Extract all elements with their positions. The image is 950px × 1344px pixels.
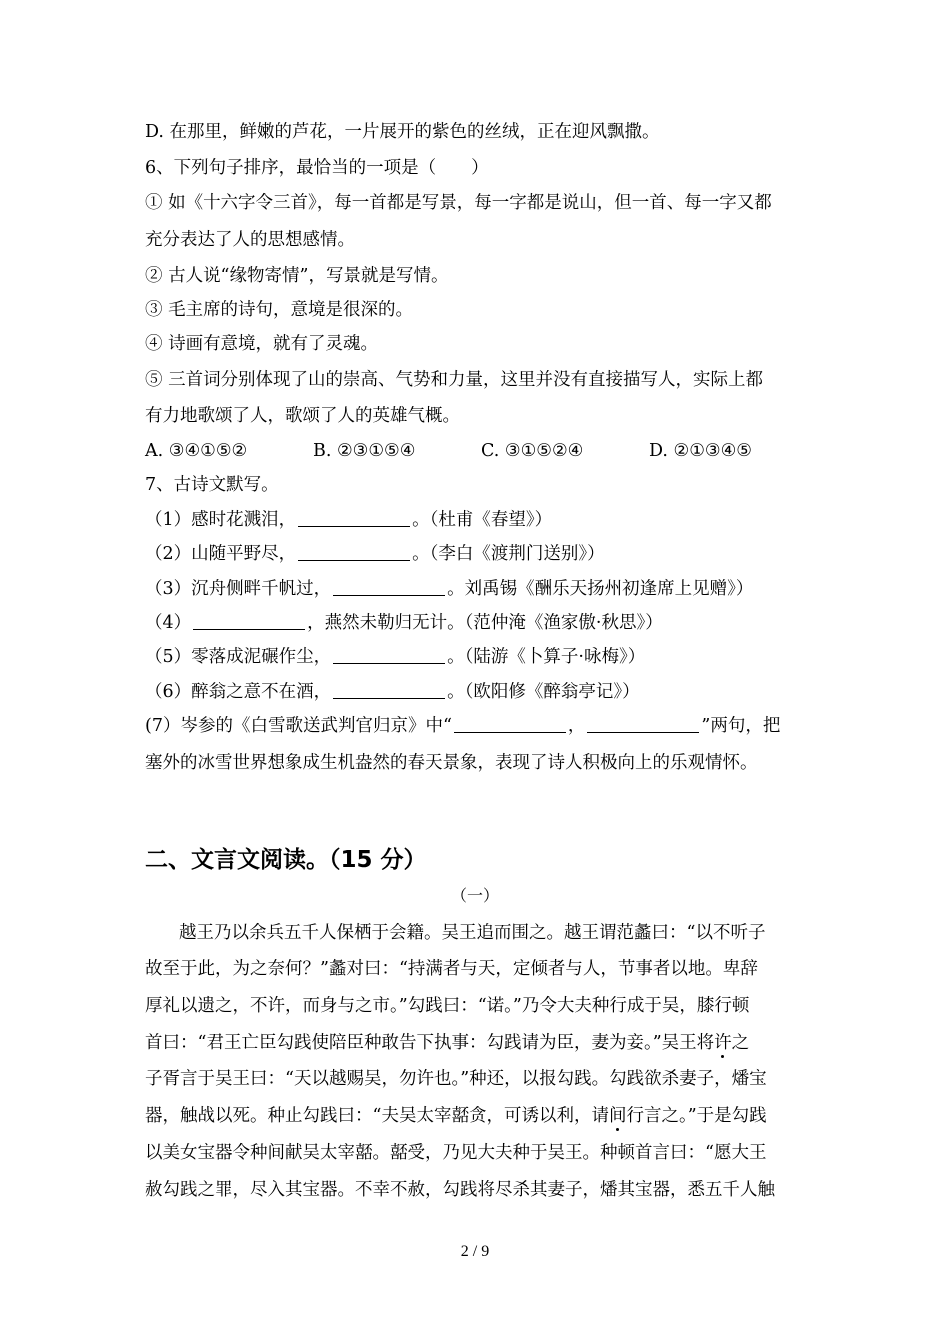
q7-item-6-text: （6）醉翁之意不在酒，: [145, 682, 332, 702]
q6-sentence-4: ④ 诗画有意境，就有了灵魂。: [145, 334, 379, 354]
section-heading: 二、文言文阅读。（15 分）: [145, 847, 427, 873]
passage-line-6-text: 器，触战以死。种止勾践曰：“夫吴太宰嚭贪，可诱以利，请: [145, 1106, 609, 1126]
q7-item-2: [145, 542, 810, 566]
q6-stem: 6、下列句子排序，最恰当的一项是（ ）: [145, 158, 489, 178]
q6-sentence-2: ② 古人说“缘物寄情”，写景就是写情。: [145, 266, 449, 286]
passage-line-2: 故至于此，为之奈何？”蠡对曰：“持满者与天，定倾者与人，节事者以地。卑辞: [145, 959, 758, 979]
q7-item-3-blank[interactable]: [333, 579, 445, 596]
q7-item-2-source: 。（李白《渡荆门送别》）: [412, 544, 605, 564]
passage-number: （一）: [450, 886, 499, 905]
q7-item-6-blank[interactable]: [333, 682, 445, 699]
q7-item-2-blank[interactable]: [298, 544, 410, 561]
q6-sentence-1a: ① 如《十六字令三首》，每一首都是写景，每一字都是说山，但一首、每一字又都: [145, 193, 772, 213]
q7-item-5-blank[interactable]: [333, 647, 445, 664]
q7-item-1-source: 。（杜甫《春望》）: [412, 510, 553, 530]
passage-line-6-tail: 行言之。”于是勾践: [626, 1106, 767, 1126]
passage-line-3: 厚礼以遗之，不许，而身与之市。”勾践曰：“诺。”乃令大夫种行成于吴，膝行顿: [145, 996, 750, 1016]
q6-option-b[interactable]: B. ②③①⑤④: [313, 441, 416, 461]
q7-item-7b: 塞外的冰雪世界想象成生机盎然的春天景象，表现了诗人积极向上的乐观情怀。: [145, 753, 758, 773]
q7-item-4-blank[interactable]: [193, 613, 305, 630]
q7-item-1: [145, 508, 810, 532]
q6-option-d[interactable]: D. ②①③④⑤: [649, 441, 752, 461]
q6-sentence-5a: ⑤ 三首词分别体现了山的崇高、气势和力量，这里并没有直接描写人，实际上都: [145, 370, 764, 390]
q6-sentence-1b: 充分表达了人的思想感情。: [145, 230, 355, 250]
q7-item-4-source: ，燕然未勒归无计。（范仲淹《渔家傲·秋思》）: [307, 613, 663, 633]
q7-item-7-tail: ”两句，把: [701, 716, 781, 736]
q7-item-5-source: 。（陆游《卜算子·咏梅》）: [447, 647, 646, 667]
q6-sentence-3: ③ 毛主席的诗句，意境是很深的。: [145, 300, 414, 320]
q7-item-7-blank-1[interactable]: [454, 716, 566, 733]
q7-item-7-text: (7）岑参的《白雪歌送武判官归京》中“: [145, 716, 452, 736]
q6-option-a[interactable]: A. ③④①⑤②: [145, 441, 248, 461]
passage-line-1: 越王乃以余兵五千人保栖于会籍。吴王追而围之。越王谓范蠡曰：“以不听子: [179, 923, 766, 943]
passage-line-4-text: 首曰：“君王亡臣勾践使陪臣种敢告下执事：勾践请为臣，妻为妾。”吴王将: [145, 1033, 715, 1053]
q7-item-3-source: 。刘禹锡《酬乐天扬州初逢席上见赠》）: [447, 579, 754, 599]
q7-item-4-text: （4）: [145, 613, 192, 633]
q7-item-5: [145, 645, 810, 669]
passage-line-8: 赦勾践之罪，尽入其宝器。不幸不赦，勾践将尽杀其妻子，燔其宝器，悉五千人触: [145, 1180, 775, 1200]
q7-item-3: [145, 577, 810, 601]
q6-option-c[interactable]: C. ③①⑤②④: [481, 441, 584, 461]
q7-stem: 7、古诗文默写。: [145, 475, 279, 495]
passage-line-4: [145, 1031, 810, 1055]
q7-item-1-blank[interactable]: [298, 510, 410, 527]
q5-option-d: D. 在那里，鲜嫩的芦花，一片展开的紫色的丝绒，正在迎风飘撒。: [145, 122, 660, 142]
q6-options: [145, 439, 810, 463]
q7-item-3-text: （3）沉舟侧畔千帆过，: [145, 579, 332, 599]
q7-item-7a: [145, 714, 810, 738]
page-number: 2 / 9: [460, 1243, 490, 1260]
passage-line-7: 以美女宝器令种间献吴太宰嚭。嚭受，乃见大夫种于吴王。种顿首言曰：“愿大王: [145, 1143, 767, 1163]
dotted-character: 许: [714, 1033, 732, 1053]
passage-line-5: 子胥言于吴王曰：“天以越赐吴，勿许也。”种还，以报勾践。勾践欲杀妻子，燔宝: [145, 1069, 767, 1089]
passage-line-6: [145, 1104, 810, 1128]
q6-sentence-5b: 有力地歌颂了人，歌颂了人的英雄气概。: [145, 406, 460, 426]
passage-line-4-tail: 之: [731, 1033, 750, 1053]
q7-item-6: [145, 680, 810, 704]
q7-item-1-text: （1）感时花溅泪，: [145, 510, 297, 530]
q7-item-2-text: （2）山随平野尽，: [145, 544, 297, 564]
q7-item-5-text: （5）零落成泥碾作尘，: [145, 647, 332, 667]
q7-item-6-source: 。（欧阳修《醉翁亭记》）: [447, 682, 640, 702]
q7-item-7-comma: ，: [567, 716, 586, 736]
dotted-character: 间: [608, 1106, 627, 1126]
q7-item-7-blank-2[interactable]: [587, 716, 699, 733]
q7-item-4: [145, 611, 810, 635]
